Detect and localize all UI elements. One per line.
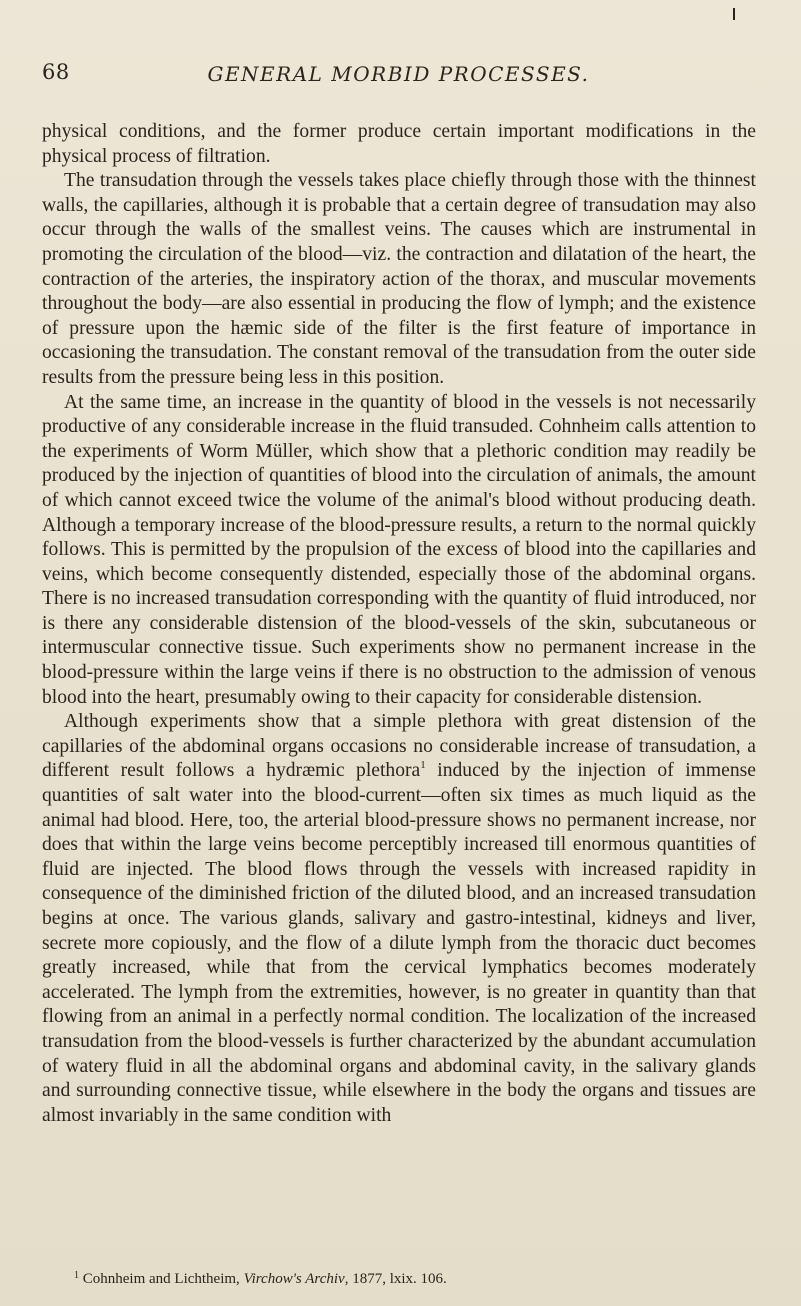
running-head bbox=[42, 60, 755, 92]
paragraph-4-part-b: induced by the injection of immense quantities of salt water into the blood-current—often six times as much liquid as the animal had blood. Here, too, the arterial blood-pressure shows no permanent increase, nor does that within the large veins become perceptibly increased till enormous quantities of fluid are injected. The blood flows through the vessels with increased rapidity in consequence of the diminished friction of the diluted blood, and an increased transudation begins at once. The various glands, salivary and gastro-intestinal, kidneys and liver, secrete more copiously, and the flow of a dilute lymph from the thoracic duct becomes greatly increased, while that from the cervical lymphatics becomes moderately accelerated. The lymph from the extremities, however, is no greater in quantity than that flowing from an animal in a perfectly normal condition. The localization of the increased transudation from the blood-vessels is further characterized by the abundant accumulation of watery fluid in all the abdominal organs and abdominal cavity, in the salivary glands and surrounding connective tissue, while elsewhere in the body the organs and tissues are almost invariably in the same condition with bbox=[42, 760, 756, 1126]
running-title: GENERAL MORBID PROCESSES. bbox=[207, 62, 590, 86]
footnote-mark: 1 bbox=[74, 1270, 79, 1281]
footnote-text-after: , 1877, lxix. 106. bbox=[344, 1271, 447, 1287]
body-text bbox=[42, 120, 756, 1128]
paragraph-2: The transudation through the vessels takes place chiefly through those with the thinnest walls, the capillaries, although it is probable that a certain degree of transudation may also occur through the walls of the smallest veins. The causes which are instrumental in promoting the circulation of the blood—viz. the contraction and dilatation of the heart, the contraction of the arteries, the inspiratory action of the thorax, and muscular movements throughout the body—are also essential in producing the flow of lymph; and the existence of pressure upon the hæmic side of the filter is the first feature of importance in occasioning the transudation. The constant removal of the transudation from the outer side results from the pressure being less in this position. bbox=[42, 170, 756, 388]
footnote-reference[interactable]: 1 bbox=[420, 759, 426, 772]
footnote-text-before: Cohnheim and Lichtheim, bbox=[79, 1271, 244, 1287]
footnote-journal: Virchow's Archiv bbox=[243, 1271, 345, 1287]
paragraph-1: physical conditions, and the former produce certain important modifications in the physical process of filtration. bbox=[42, 121, 756, 167]
paragraph-4 bbox=[42, 710, 756, 1128]
margin-tick-mark bbox=[733, 8, 735, 20]
paragraph-3: At the same time, an increase in the quantity of blood in the vessels is not necessarily productive of any considerable increase in the fluid transuded. Cohnheim calls attention to the experiments of Worm Müller, which show that a plethoric condition may readily be produced by the injection of quantities of blood into the circulation of animals, the amount of which cannot exceed twice the volume of the animal's blood without producing death. Although a temporary increase of the blood-pressure results, a return to the normal quickly follows. This is permitted by the propulsion of the excess of blood into the capillaries and veins, which become consequently distended, especially those of the abdominal organs. There is no increased transudation corresponding with the quantity of fluid introduced, nor is there any considerable distension of the blood-vessels of the skin, subcutaneous or intermuscular connective tissue. Such experiments show no permanent increase in the blood-pressure within the large veins if there is no obstruction to the admission of venous blood into the heart, presumably owing to their capacity for considerable distension. bbox=[42, 391, 756, 708]
page-number: 68 bbox=[42, 60, 70, 84]
paragraph-4-part-a: Although experiments show that a simple plethora with great distension of the capillaries of the abdominal organs occasions no considerable increase of transudation, a different result follows a hydræmic plethora bbox=[42, 711, 756, 782]
footnote bbox=[42, 1270, 756, 1289]
